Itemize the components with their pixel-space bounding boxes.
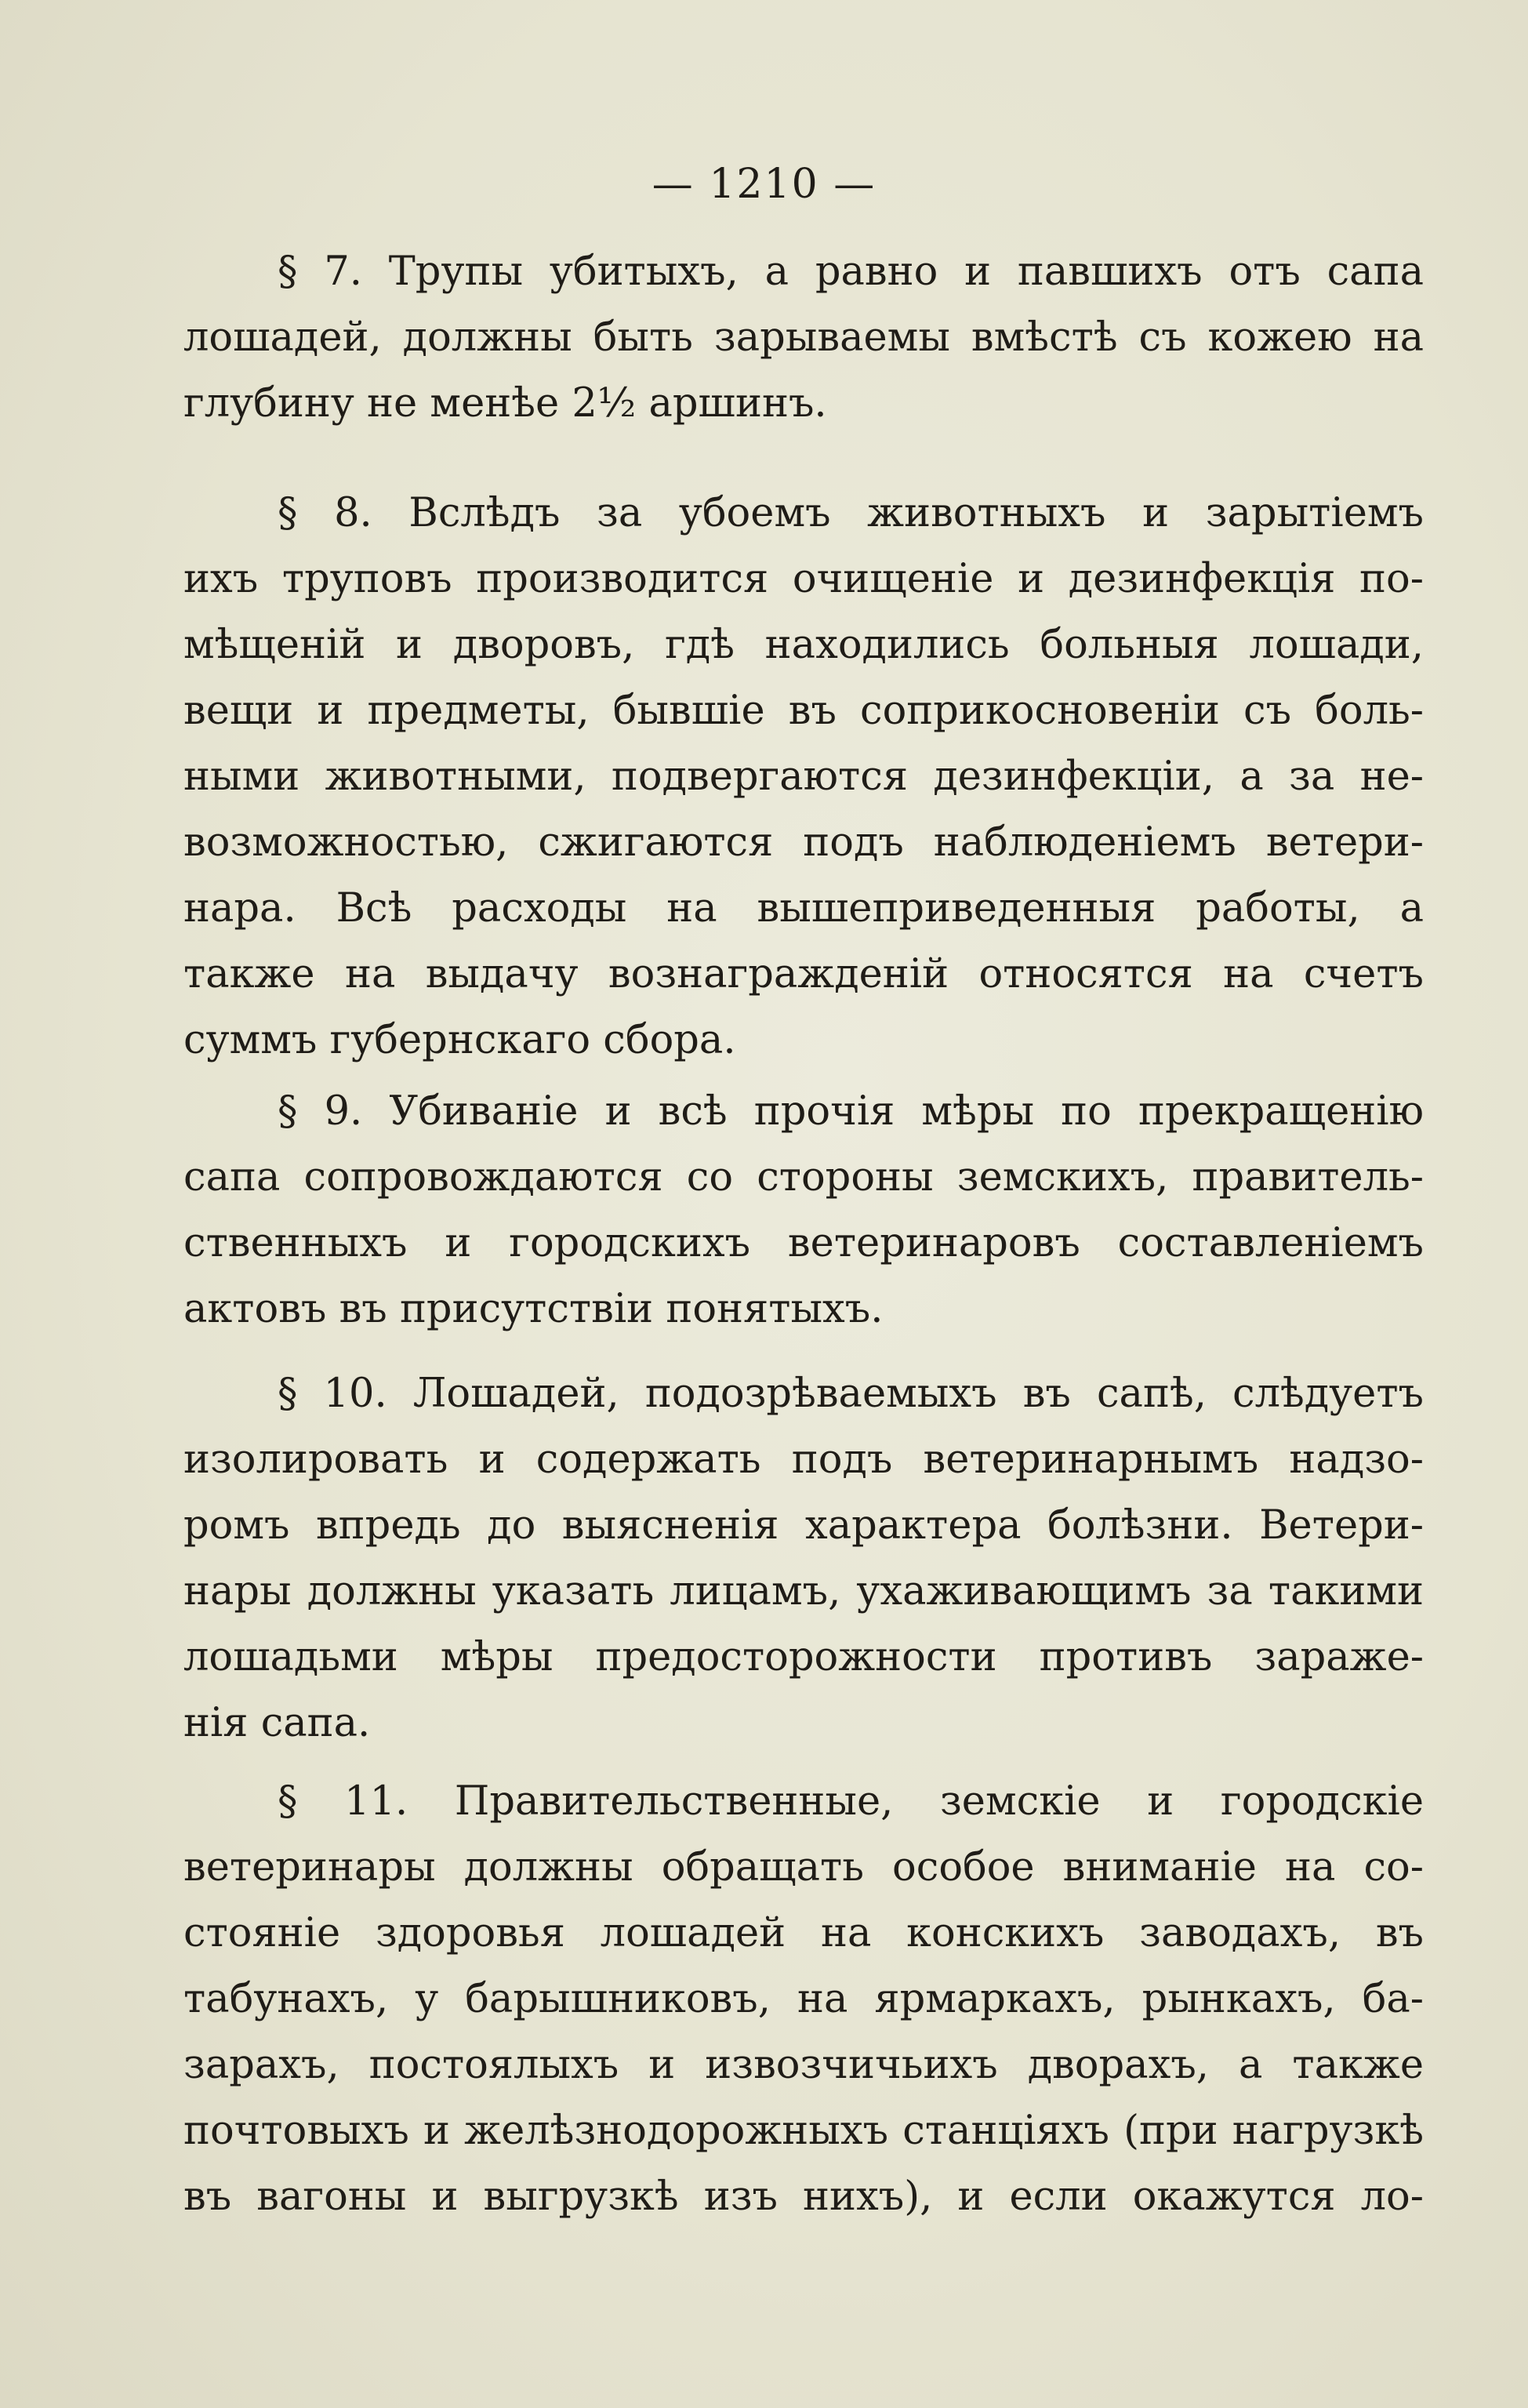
text-line: § 9. Убиваніе и всѣ прочія мѣры по прекращенію	[278, 1088, 1424, 1135]
text-line: мѣщеній и дворовъ, гдѣ находились больныя лошади,	[183, 622, 1424, 668]
text-line: табунахъ, у барышниковъ, на ярмаркахъ, рынкахъ, ба-	[183, 1976, 1424, 2022]
text-line: изолировать и содержать подъ ветеринарнымъ надзо-	[183, 1436, 1424, 1483]
text-line: также на выдачу вознагражденій относятся на счетъ	[183, 951, 1424, 997]
paragraph-section-9	[183, 1079, 1424, 1342]
text-line: вещи и предметы, бывшіе въ соприкосновеніи съ боль-	[183, 688, 1424, 734]
text-line: стояніе здоровья лошадей на конскихъ заводахъ, въ	[183, 1910, 1424, 1956]
text-line: § 11. Правительственные, земскіе и городскіе	[278, 1778, 1424, 1825]
text-line: нары должны указать лицамъ, ухаживающимъ за такими	[183, 1568, 1424, 1614]
text-line: ными животными, подвергаются дезинфекціи, а за не-	[183, 754, 1424, 800]
text-line: зарахъ, постоялыхъ и извозчичьихъ дворахъ, а также	[183, 2042, 1424, 2088]
text-line: почтовыхъ и желѣзнодорожныхъ станціяхъ (при нагрузкѣ	[183, 2108, 1424, 2154]
text-line: возможностью, сжигаются подъ наблюденіемъ ветери-	[183, 819, 1424, 866]
text-line: § 7. Трупы убитыхъ, а равно и павшихъ отъ сапа	[278, 249, 1424, 295]
paragraph-section-11	[183, 1769, 1424, 2230]
paragraph-section-7	[183, 239, 1424, 437]
text-line: актовъ въ присутствіи понятыхъ.	[183, 1286, 884, 1332]
text-line: въ вагоны и выгрузкѣ изъ нихъ), и если окажутся ло-	[183, 2174, 1424, 2220]
text-line: нія сапа.	[183, 1700, 371, 1746]
text-line: лошадьми мѣры предосторожности противъ зараже-	[183, 1634, 1424, 1680]
page-number: — 1210 —	[651, 161, 877, 208]
paragraph-section-10	[183, 1361, 1424, 1756]
text-line: ихъ труповъ производится очищеніе и дезинфекція по-	[183, 556, 1424, 602]
text-line: суммъ губернскаго сбора.	[183, 1017, 736, 1063]
text-line: нара. Всѣ расходы на вышеприведенныя работы, а	[183, 885, 1424, 932]
text-line: лошадей, должны быть зарываемы вмѣстѣ съ кожею на	[183, 314, 1424, 361]
text-line: ромъ впредь до выясненія характера болѣзни. Ветери-	[183, 1502, 1424, 1549]
text-line: ственныхъ и городскихъ ветеринаровъ составленіемъ	[183, 1220, 1424, 1266]
text-line: сапа сопровождаются со стороны земскихъ, правитель-	[183, 1154, 1424, 1200]
text-line: § 10. Лошадей, подозрѣваемыхъ въ сапѣ, слѣдуетъ	[278, 1371, 1424, 1417]
text-line: глубину не менѣе 2½ аршинъ.	[183, 380, 827, 427]
text-line: ветеринары должны обращать особое вниманіе на со-	[183, 1844, 1424, 1890]
paragraph-section-8	[183, 481, 1424, 1073]
text-line: § 8. Вслѣдъ за убоемъ животныхъ и зарытіемъ	[278, 490, 1424, 536]
